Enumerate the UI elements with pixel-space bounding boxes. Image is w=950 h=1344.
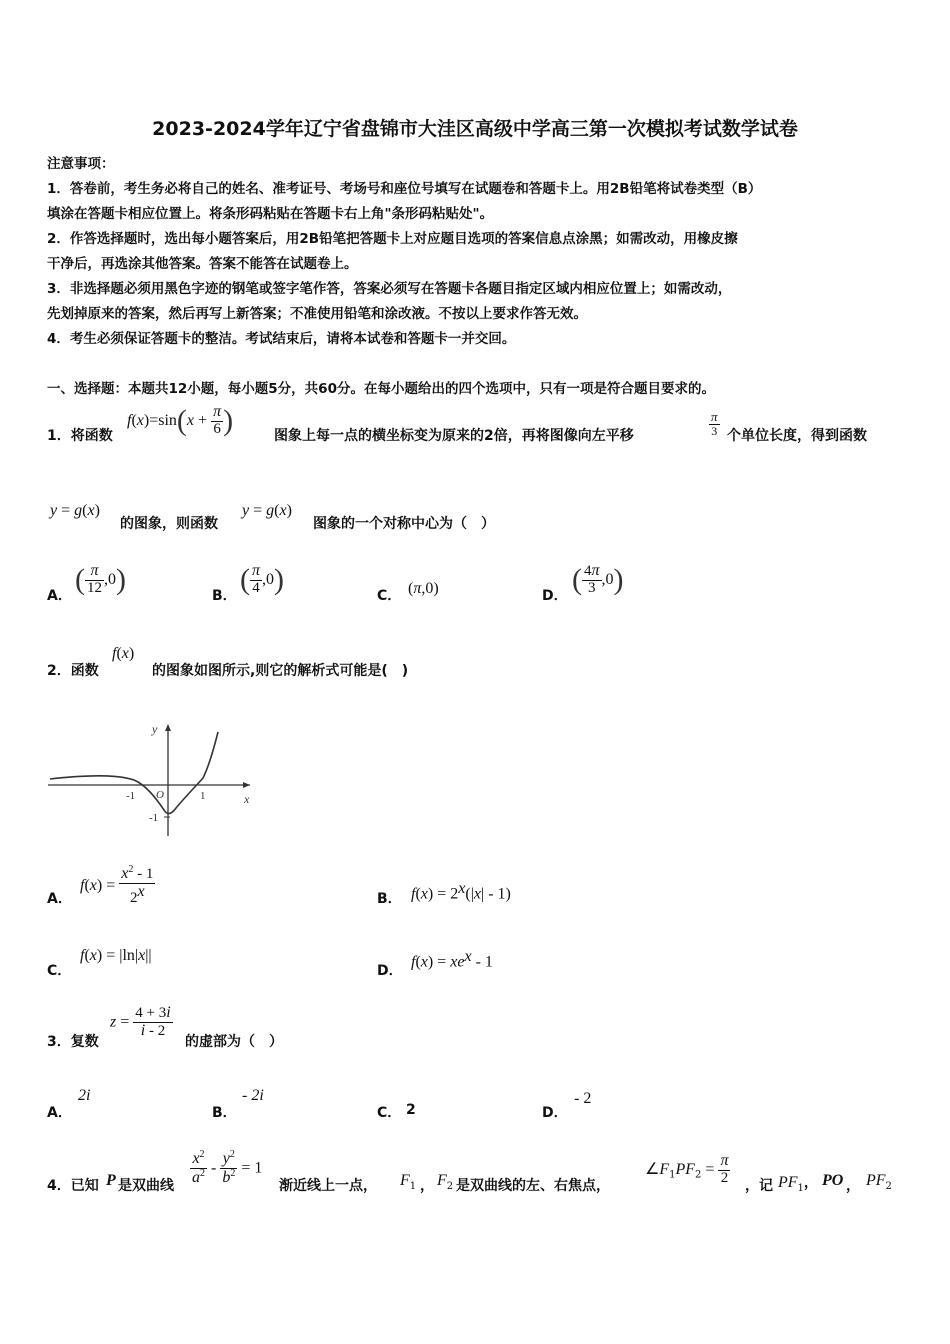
q4-separator: ，	[846, 1178, 860, 1194]
q4-hyperbola: $\frac{x^2}{a^2}$ - $\frac{y^2}{b^2}$ = 1	[192, 1149, 263, 1186]
q4-focus-f1: $F_1$	[400, 1172, 417, 1192]
q1-option-c-label[interactable]: C．	[377, 588, 402, 604]
q2-option-c[interactable]: f(x) = |ln|x||	[80, 947, 152, 964]
q2-option-b[interactable]: $f(x) = 2^x(|x| - 1)$	[411, 880, 511, 903]
q1-option-b-label[interactable]: B．	[212, 588, 237, 604]
q3-option-b-label[interactable]: B．	[212, 1105, 237, 1121]
q1-function-g: y = g(x)	[50, 502, 100, 519]
tick-label-pos1: 1	[200, 790, 206, 802]
y-axis-arrow	[165, 724, 171, 731]
q4-separator: ，	[420, 1178, 434, 1194]
page-title: 2023-2024学年辽宁省盘锦市大洼区高级中学高三第一次模拟考试数学试卷	[152, 118, 798, 140]
notice-line: 干净后，再选涂其他答案。答案不能答在试题卷上。	[47, 256, 358, 272]
tick-label-neg1: -1	[126, 790, 136, 802]
q2-number: 2．函数	[47, 663, 99, 679]
origin-label: O	[156, 789, 164, 801]
q3-option-c[interactable]: 2	[406, 1102, 416, 1118]
q2-option-b-label[interactable]: B．	[377, 891, 402, 907]
q2-option-c-label[interactable]: C．	[47, 963, 72, 979]
q4-focus-f2: $F_2$	[437, 1172, 454, 1192]
notice-line: 3．非选择题必须用黑色字迹的钢笔或签字笔作答，答案必须写在答题卡各题目指定区域内相应位置上；如需改动，	[47, 281, 732, 297]
q3-text: 的虚部为（ ）	[185, 1034, 283, 1050]
q2-text: 的图象如图所示,则它的解析式可能是( )	[152, 663, 409, 679]
section-heading: 一、选择题：本题共12小题，每小题5分，共60分。在每小题给出的四个选项中，只有一项是符合题目要求的。	[47, 381, 715, 397]
q1-function-f: f(x)=sin(x + $\frac{\pi}{6}$ )	[127, 403, 234, 438]
q1-option-a[interactable]: ( $\frac{\pi}{12}$ ,0)	[75, 562, 126, 597]
q4-text: 渐近线上一点，	[279, 1178, 377, 1194]
q1-option-c[interactable]: (π,0)	[408, 580, 439, 597]
q3-option-a[interactable]: 2i	[78, 1087, 91, 1104]
q4-text: 是双曲线的左、右焦点，	[456, 1178, 610, 1194]
q4-text: ，记	[745, 1178, 773, 1194]
q1-option-b[interactable]: ( $\frac{\pi}{4}$ ,0)	[240, 562, 285, 597]
x-axis-arrow	[243, 782, 250, 788]
q4-angle: $\angle F_1PF_2$ = $\frac{\pi}{2}$	[645, 1152, 729, 1186]
q1-text: 个单位长度，得到函数	[727, 428, 867, 444]
notice-heading: 注意事项：	[47, 156, 115, 172]
notice-line: 1．答卷前，考生务必将自己的姓名、准考证号、考场号和座位号填写在试题卷和答题卡上。用2B铅笔将试卷类型（B）	[47, 181, 762, 197]
notice-line: 2．作答选择题时，选出每小题答案后，用2B铅笔把答题卡上对应题目选项的答案信息点涂黑；如需改动，用橡皮擦	[47, 231, 738, 247]
notice-line: 先划掉原来的答案，然后再写上新答案；不准使用铅笔和涂改液。不按以上要求作答无效。	[47, 306, 587, 322]
q4-point-p: P	[106, 1172, 116, 1189]
q4-number: 4．已知	[47, 1178, 99, 1194]
q1-text: 图象上每一点的横坐标变为原来的2倍，再将图像向左平移	[274, 428, 634, 444]
q4-segment-pf2: $PF_2$	[866, 1172, 892, 1192]
q1-function-g2: y = g(x)	[242, 502, 292, 519]
q1-option-a-label[interactable]: A．	[47, 588, 72, 604]
x-label: x	[244, 792, 250, 806]
q1-shift-fraction: $\frac{\pi}{3}$	[711, 409, 718, 438]
q2-option-d-label[interactable]: D．	[377, 963, 403, 979]
q4-segment-pf1: $PF_1$，	[778, 1174, 818, 1194]
q2-option-a-label[interactable]: A．	[47, 891, 72, 907]
tick-label-y: -1	[149, 812, 159, 824]
q1-text: 图象的一个对称中心为（ ）	[313, 516, 495, 532]
q2-function-graph	[46, 718, 262, 838]
q3-option-d-label[interactable]: D．	[542, 1105, 568, 1121]
notice-line: 填涂在答题卡相应位置上。将条形码粘贴在答题卡右上角"条形码粘贴处"。	[47, 206, 494, 222]
q4-segment-po: PO	[822, 1172, 844, 1189]
q2-option-d[interactable]: $f(x) = xe^x - 1$	[411, 948, 493, 971]
q3-option-a-label[interactable]: A．	[47, 1105, 72, 1121]
q3-option-d[interactable]: - 2	[574, 1090, 592, 1107]
q2-option-a[interactable]: f(x) = $\frac{x^2 - 1}{2^x}$	[80, 864, 154, 906]
q1-option-d[interactable]: ( $\frac{4\pi}{3}$ ,0)	[572, 562, 624, 597]
q3-number: 3．复数	[47, 1034, 99, 1050]
q3-option-b[interactable]: - 2i	[242, 1087, 264, 1104]
q2-function-f: f(x)	[112, 645, 135, 662]
q4-text: 是双曲线	[118, 1178, 174, 1194]
q1-text: 的图象，则函数	[120, 516, 218, 532]
q3-option-c-label[interactable]: C．	[377, 1105, 402, 1121]
notice-line: 4．考生必须保证答题卡的整洁。考试结束后，请将本试卷和答题卡一并交回。	[47, 331, 516, 347]
q1-option-d-label[interactable]: D．	[542, 588, 568, 604]
q3-complex-z: z = $\frac{4 + 3i}{i - 2}$	[110, 1004, 171, 1039]
y-label: y	[152, 722, 158, 736]
q1-number: 1．将函数	[47, 428, 113, 444]
